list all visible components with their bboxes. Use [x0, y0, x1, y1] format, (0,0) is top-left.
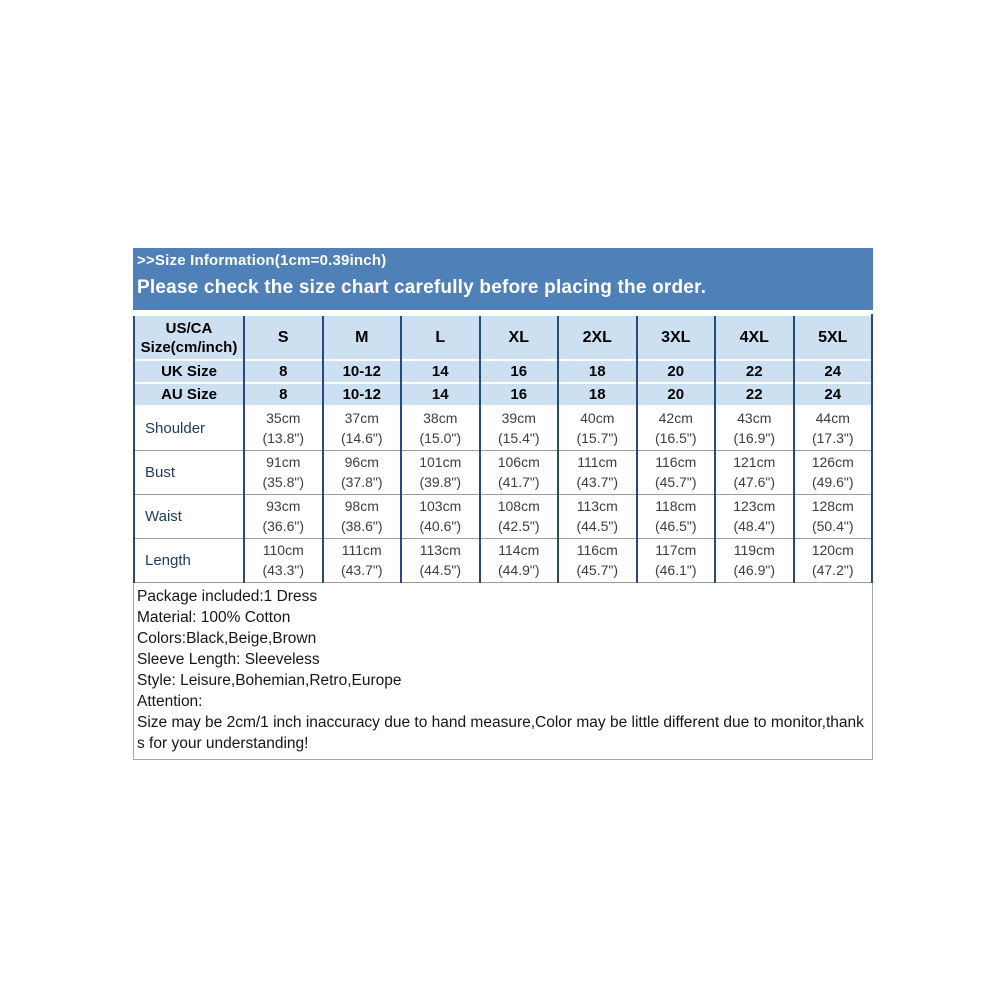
size-column-header-xl: XL — [480, 315, 559, 360]
measurement-cm: 93cm — [266, 498, 301, 514]
measurement-value-cell — [244, 406, 323, 450]
measurement-value-cell — [637, 450, 716, 494]
measurement-cm: 118cm — [655, 498, 697, 514]
corner-line-2: Size(cm/inch) — [140, 338, 238, 356]
size-column-header-2xl: 2XL — [558, 315, 637, 360]
measurement-value-cell — [480, 406, 559, 450]
measurement-inch: (47.2") — [811, 562, 854, 578]
size-value-cell: 14 — [401, 383, 480, 406]
measurement-inch: (44.9") — [497, 562, 540, 578]
measurement-cm: 35cm — [266, 410, 301, 427]
measurement-value-cell — [794, 450, 873, 494]
measurement-cm: 108cm — [497, 498, 540, 514]
size-value-cell: 8 — [244, 360, 323, 383]
product-details — [133, 583, 873, 760]
detail-package-included: Package included:1 Dress — [137, 587, 318, 605]
measurement-inch: (47.6") — [733, 474, 776, 490]
banner-title: >>Size Information(1cm=0.39inch) — [137, 252, 387, 269]
size-value-cell: 22 — [715, 360, 794, 383]
measurement-row-length — [134, 538, 872, 582]
size-value-cell: 24 — [794, 383, 873, 406]
measurement-value-cell — [401, 406, 480, 450]
size-value-cell: 18 — [558, 383, 637, 406]
measurement-inch: (35.8") — [262, 474, 305, 490]
size-column-header-l: L — [401, 315, 480, 360]
measurement-cm: 43cm — [737, 410, 772, 427]
measurement-cm: 106cm — [497, 454, 540, 470]
measurement-cm: 121cm — [733, 454, 776, 470]
size-value-cell: 8 — [244, 383, 323, 406]
size-column-header-5xl: 5XL — [794, 315, 873, 360]
measurement-value-cell — [715, 450, 794, 494]
measurement-inch: (16.5") — [654, 430, 697, 447]
detail-colors: Colors:Black,Beige,Brown — [137, 629, 317, 647]
measurement-cm: 37cm — [344, 410, 379, 427]
size-value-cell: 14 — [401, 360, 480, 383]
measurement-cm: 38cm — [423, 410, 458, 427]
measurement-inch: (45.7") — [654, 474, 697, 490]
measurement-cm: 120cm — [811, 542, 854, 558]
measurement-inch: (36.6") — [262, 518, 305, 534]
measurement-value-cell — [637, 494, 716, 538]
measurement-cm: 111cm — [577, 454, 618, 470]
row-label-shoulder: Shoulder — [134, 406, 244, 450]
measurement-inch: (44.5") — [576, 518, 619, 534]
attention-text: Size may be 2cm/1 inch inaccuracy due to hand measure,Color may be little different due to monitor,thanks for your understanding! — [137, 713, 864, 752]
measurement-cm: 119cm — [733, 542, 775, 558]
measurement-cm: 123cm — [733, 498, 776, 514]
size-chart-table — [133, 314, 873, 583]
measurement-value-cell — [637, 406, 716, 450]
measurement-value-cell — [401, 538, 480, 582]
measurement-cm: 116cm — [655, 454, 697, 470]
measurement-inch: (37.8") — [340, 474, 383, 490]
measurement-inch: (48.4") — [733, 518, 776, 534]
row-label-au-size: AU Size — [134, 383, 244, 406]
measurement-cm: 40cm — [580, 410, 615, 427]
measurement-inch: (42.5") — [497, 518, 540, 534]
size-row-au-size — [134, 383, 872, 406]
measurement-row-waist — [134, 494, 872, 538]
measurement-value-cell — [323, 450, 402, 494]
measurement-row-shoulder — [134, 406, 872, 450]
measurement-inch: (39.8") — [419, 474, 462, 490]
measurement-cm: 96cm — [344, 454, 379, 470]
detail-sleeve-length: Sleeve Length: Sleeveless — [137, 650, 320, 668]
measurement-value-cell — [323, 406, 402, 450]
detail-material: Material: 100% Cotton — [137, 608, 291, 626]
measurement-cm: 110cm — [262, 542, 304, 558]
measurement-cm: 126cm — [811, 454, 854, 470]
size-value-cell: 22 — [715, 383, 794, 406]
measurement-cm: 91cm — [266, 454, 301, 470]
measurement-value-cell — [558, 538, 637, 582]
size-info-sheet — [133, 248, 873, 760]
measurement-value-cell — [794, 538, 873, 582]
measurement-value-cell — [558, 494, 637, 538]
measurement-cm: 42cm — [658, 410, 693, 427]
measurement-value-cell — [480, 494, 559, 538]
measurement-inch: (46.1") — [654, 562, 697, 578]
measurement-value-cell — [794, 406, 873, 450]
measurement-inch: (17.3") — [811, 430, 854, 447]
size-row-uk-size — [134, 360, 872, 383]
attention-label: Attention: — [137, 692, 203, 710]
size-column-header-3xl: 3XL — [637, 315, 716, 360]
measurement-cm: 44cm — [815, 410, 850, 427]
measurement-value-cell — [244, 494, 323, 538]
measurement-inch: (45.7") — [576, 562, 619, 578]
measurement-cm: 101cm — [419, 454, 462, 470]
size-value-cell: 24 — [794, 360, 873, 383]
measurement-value-cell — [715, 538, 794, 582]
measurement-inch: (43.3") — [262, 562, 305, 578]
measurement-cm: 103cm — [419, 498, 462, 514]
measurement-value-cell — [244, 538, 323, 582]
measurement-row-bust — [134, 450, 872, 494]
measurement-inch: (50.4") — [811, 518, 854, 534]
size-column-header-m: M — [323, 315, 402, 360]
size-column-header-s: S — [244, 315, 323, 360]
size-header-row — [134, 315, 872, 360]
detail-style: Style: Leisure,Bohemian,Retro,Europe — [137, 671, 402, 689]
measurement-cm: 98cm — [344, 498, 379, 514]
measurement-inch: (38.6") — [340, 518, 383, 534]
measurement-value-cell — [401, 494, 480, 538]
measurement-inch: (15.7") — [576, 430, 619, 447]
measurement-cm: 114cm — [498, 542, 540, 558]
measurement-inch: (40.6") — [419, 518, 462, 534]
measurement-inch: (15.4") — [497, 430, 540, 447]
size-value-cell: 16 — [480, 360, 559, 383]
measurement-inch: (46.5") — [654, 518, 697, 534]
row-label-waist: Waist — [134, 494, 244, 538]
size-value-cell: 10-12 — [323, 383, 402, 406]
measurement-value-cell — [401, 450, 480, 494]
size-value-cell: 16 — [480, 383, 559, 406]
row-label-bust: Bust — [134, 450, 244, 494]
measurement-cm: 128cm — [811, 498, 854, 514]
measurement-value-cell — [244, 450, 323, 494]
size-value-cell: 18 — [558, 360, 637, 383]
size-value-cell: 20 — [637, 360, 716, 383]
banner-subtitle: Please check the size chart carefully before placing the order. — [137, 277, 707, 298]
measurement-value-cell — [794, 494, 873, 538]
measurement-cm: 111cm — [341, 542, 382, 558]
measurement-inch: (49.6") — [811, 474, 854, 490]
measurement-cm: 113cm — [419, 542, 461, 558]
measurement-inch: (15.0") — [419, 430, 462, 447]
measurement-value-cell — [637, 538, 716, 582]
size-value-cell: 10-12 — [323, 360, 402, 383]
size-column-header-4xl: 4XL — [715, 315, 794, 360]
measurement-inch: (13.8") — [262, 430, 305, 447]
row-label-uk-size: UK Size — [134, 360, 244, 383]
measurement-cm: 39cm — [501, 410, 536, 427]
measurement-value-cell — [480, 450, 559, 494]
corner-header-cell — [134, 315, 244, 360]
measurement-cm: 113cm — [576, 498, 618, 514]
measurement-inch: (43.7") — [576, 474, 619, 490]
measurement-inch: (14.6") — [340, 430, 383, 447]
measurement-inch: (44.5") — [419, 562, 462, 578]
measurement-value-cell — [323, 494, 402, 538]
row-label-length: Length — [134, 538, 244, 582]
measurement-value-cell — [323, 538, 402, 582]
measurement-cm: 117cm — [655, 542, 697, 558]
measurement-value-cell — [715, 406, 794, 450]
measurement-value-cell — [715, 494, 794, 538]
measurement-inch: (41.7") — [497, 474, 540, 490]
size-value-cell: 20 — [637, 383, 716, 406]
measurement-inch: (46.9") — [733, 562, 776, 578]
measurement-cm: 116cm — [576, 542, 618, 558]
measurement-value-cell — [480, 538, 559, 582]
measurement-inch: (16.9") — [733, 430, 776, 447]
corner-line-1: US/CA — [165, 319, 213, 337]
measurement-inch: (43.7") — [340, 562, 383, 578]
banner — [133, 248, 873, 310]
measurement-value-cell — [558, 450, 637, 494]
measurement-value-cell — [558, 406, 637, 450]
